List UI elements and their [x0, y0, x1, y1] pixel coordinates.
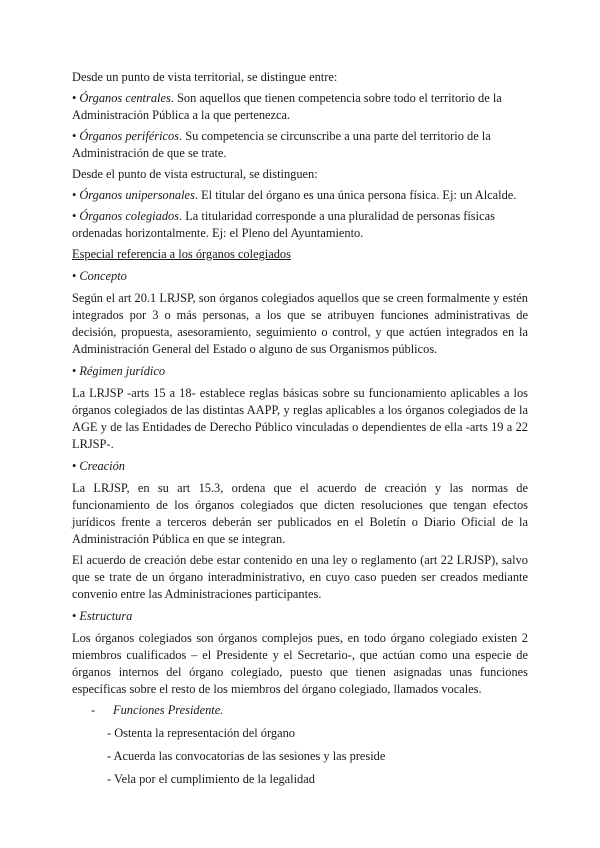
- heading-concepto-label: Concepto: [79, 269, 127, 283]
- paragraph-estructura: Los órganos colegiados son órganos complejos pues, en todo órgano colegiado existen 2 miembros cualificados – el Presidente y el Secretario-, que actúan como una especie de órganos internos del órgano colegiado, puesto que tienen asignadas unas funciones específicas sobre el resto de los miembros del órgano colegiado, llamados vocales.: [72, 631, 528, 696]
- term-perifericos: Órganos periféricos: [79, 129, 180, 143]
- bullet: •: [72, 364, 77, 378]
- heading-creacion-label: Creación: [79, 459, 125, 473]
- heading-regimen-label: Régimen jurídico: [79, 364, 166, 378]
- list-item-centrales: [72, 90, 528, 124]
- funciones-presidente-heading: [72, 702, 528, 719]
- text-colegiados: . La titularidad corresponde a una pluralidad de personas físicas ordenadas horizontalmente. Ej: el Pleno del Ayuntamiento.: [72, 209, 495, 240]
- term-centrales: Órganos centrales: [79, 91, 171, 105]
- funcion-item: - Ostenta la representación del órgano: [107, 726, 295, 740]
- paragraph-regimen: La LRJSP -arts 15 a 18- establece reglas básicas sobre su funcionamiento aplicables a los órganos colegiados de las distintas AAPP, y reglas aplicables a los órganos colegiados de la AGE y de las Entidades de Derecho Público vinculadas o dependientes de ella -arts 19 a 22 LRJSP-.: [72, 386, 528, 451]
- document-body: [72, 69, 528, 794]
- dash-marker: -: [91, 703, 96, 717]
- bullet: •: [72, 129, 77, 143]
- bullet: •: [72, 91, 77, 105]
- term-colegiados: Órganos colegiados: [79, 209, 180, 223]
- bullet: •: [72, 209, 77, 223]
- paragraph-creacion-2: El acuerdo de creación debe estar contenido en una ley o reglamento (art 22 LRJSP), salvo que se trate de un órgano interadministrativo, en cuyo caso pueden ser creados mediante convenio entre las Administraciones participantes.: [72, 553, 528, 601]
- list-item-colegiados: [72, 208, 528, 242]
- text-unipersonales: . El titular del órgano es una única persona física. Ej: un Alcalde.: [194, 188, 517, 202]
- funciones-presidente-title: Funciones Presidente.: [113, 703, 224, 717]
- bullet: •: [72, 188, 77, 202]
- heading-estructura: [72, 608, 528, 625]
- text-centrales: . Son aquellos que tienen competencia sobre todo el territorio de la Administración Pública a la que pertenezca.: [72, 91, 502, 122]
- heading-estructura-label: Estructura: [79, 609, 133, 623]
- text-perifericos: . Su competencia se circunscribe a una parte del territorio de la Administración de que se trate.: [72, 129, 491, 160]
- heading-regimen: [72, 363, 528, 380]
- paragraph-creacion-1: La LRJSP, en su art 15.3, ordena que el acuerdo de creación y las normas de funcionamiento de los órganos colegiados que dicten resoluciones que tengan efectos jurídicos frente a terceros deberán ser publicados en el Boletín o Diario Oficial de la Administración Pública en que se integran.: [72, 481, 528, 546]
- heading-creacion: [72, 458, 528, 475]
- funcion-item: - Acuerda las convocatorias de las sesiones y las preside: [107, 749, 386, 763]
- intro-estructural: Desde el punto de vista estructural, se distinguen:: [72, 167, 318, 181]
- list-item-perifericos: [72, 128, 528, 162]
- intro-territorial: Desde un punto de vista territorial, se distingue entre:: [72, 70, 338, 84]
- bullet: •: [72, 609, 77, 623]
- list-item-unipersonales: [72, 187, 528, 204]
- heading-concepto: [72, 268, 528, 285]
- funcion-item: - Vela por el cumplimiento de la legalidad: [107, 772, 315, 786]
- section-title: Especial referencia a los órganos colegiados: [72, 247, 291, 261]
- bullet: •: [72, 269, 77, 283]
- term-unipersonales: Órganos unipersonales: [79, 188, 195, 202]
- bullet: •: [72, 459, 77, 473]
- paragraph-concepto: Según el art 20.1 LRJSP, son órganos colegiados aquellos que se creen formalmente y estén integrados por 3 o más personas, a los que se atribuyen funciones administrativas de decisión, propuesta, asesoramiento, seguimiento o control, y que actúen integrados en la Administración General del Estado o alguno de sus Organismos públicos.: [72, 291, 528, 356]
